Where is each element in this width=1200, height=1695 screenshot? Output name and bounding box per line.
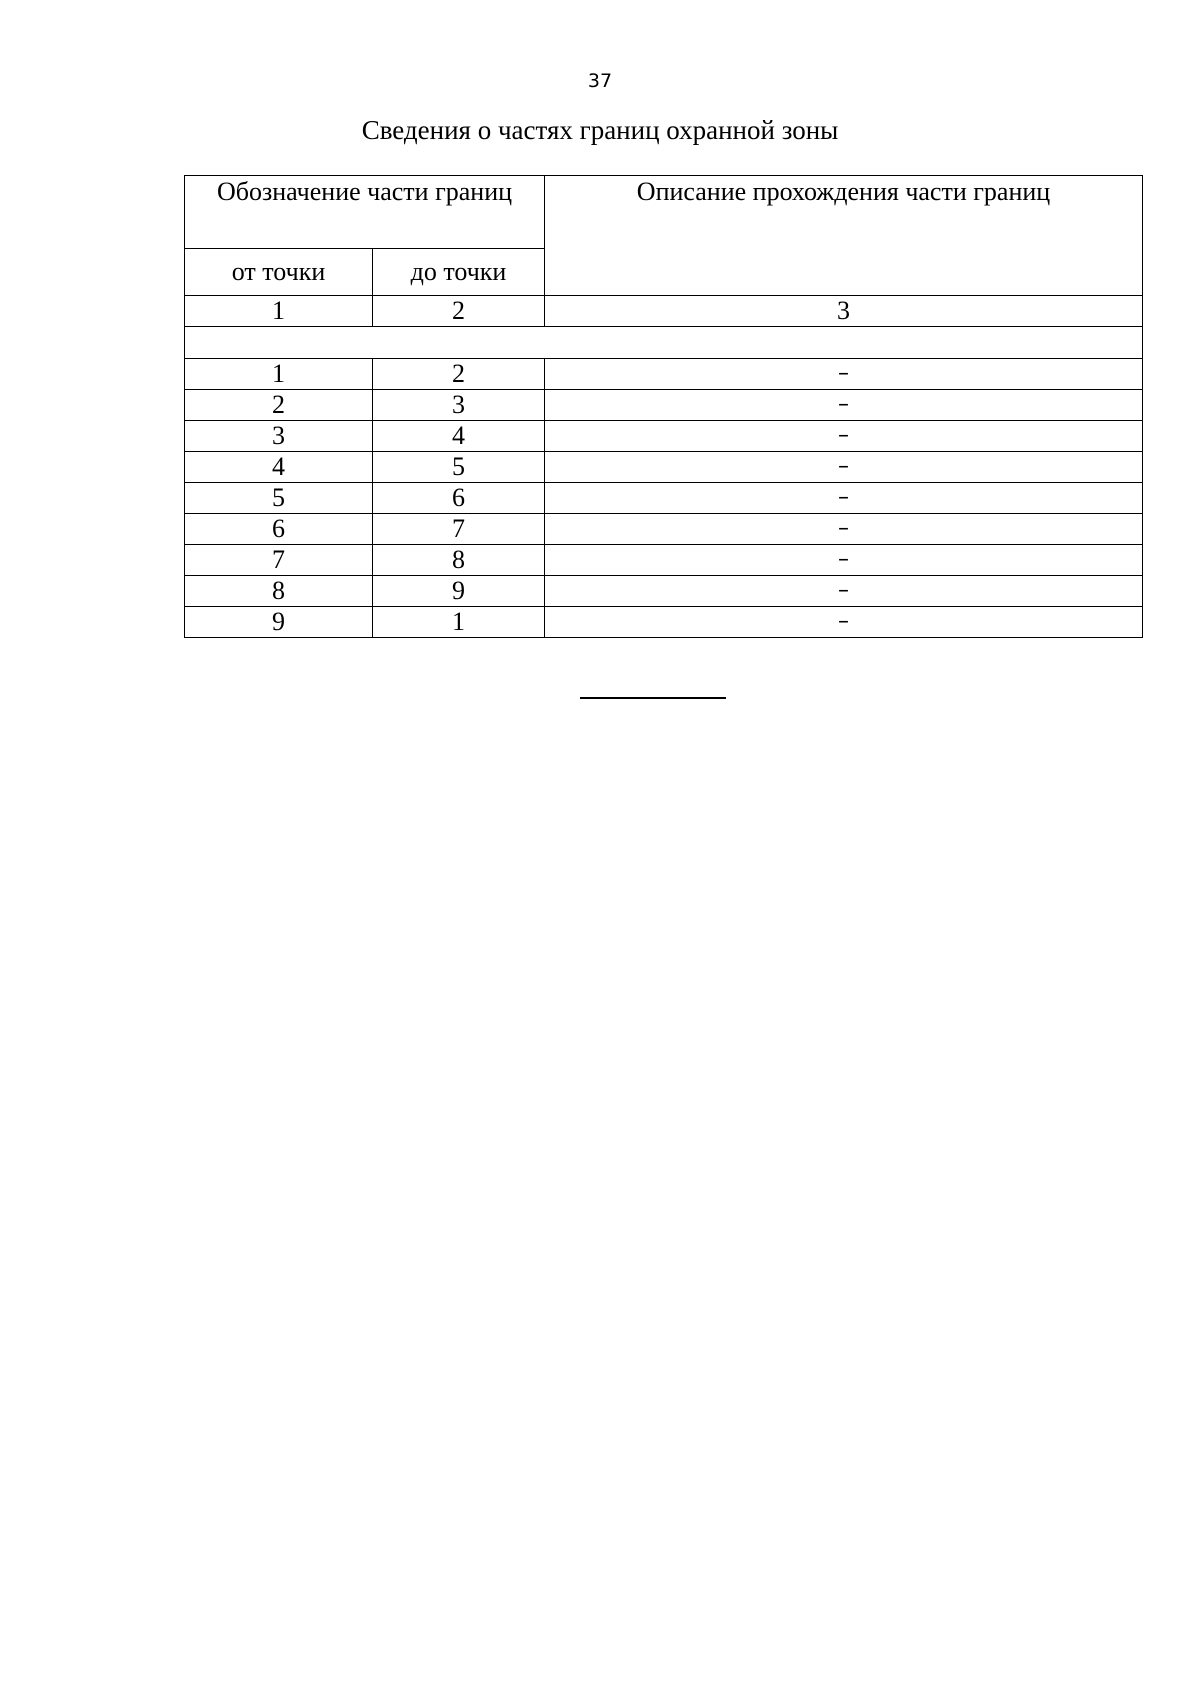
table-row bbox=[185, 514, 1143, 545]
cell-description: – bbox=[545, 545, 1143, 576]
table-row bbox=[185, 545, 1143, 576]
cell-from-point: 2 bbox=[185, 390, 373, 421]
cell-description: – bbox=[545, 390, 1143, 421]
column-number-3: 3 bbox=[545, 296, 1143, 327]
cell-description: – bbox=[545, 452, 1143, 483]
cell-to-point: 9 bbox=[373, 576, 545, 607]
cell-description: – bbox=[545, 421, 1143, 452]
table-header-row bbox=[185, 176, 1143, 249]
cell-from-point: 7 bbox=[185, 545, 373, 576]
header-from-point: от точки bbox=[185, 249, 373, 296]
cell-to-point: 4 bbox=[373, 421, 545, 452]
boundary-parts-table bbox=[184, 175, 1143, 638]
cell-description: – bbox=[545, 359, 1143, 390]
cell-from-point: 8 bbox=[185, 576, 373, 607]
end-divider-line bbox=[580, 697, 726, 699]
section-row bbox=[185, 327, 1143, 359]
cell-to-point: 5 bbox=[373, 452, 545, 483]
table-row bbox=[185, 607, 1143, 638]
cell-description: – bbox=[545, 483, 1143, 514]
cell-to-point: 1 bbox=[373, 607, 545, 638]
header-to-point: до точки bbox=[373, 249, 545, 296]
cell-to-point: 6 bbox=[373, 483, 545, 514]
cell-to-point: 2 bbox=[373, 359, 545, 390]
cell-to-point: 8 bbox=[373, 545, 545, 576]
cell-from-point: 9 bbox=[185, 607, 373, 638]
table-row bbox=[185, 421, 1143, 452]
cell-from-point: 5 bbox=[185, 483, 373, 514]
cell-to-point: 7 bbox=[373, 514, 545, 545]
cell-from-point: 3 bbox=[185, 421, 373, 452]
table-row bbox=[185, 390, 1143, 421]
page-number: 37 bbox=[587, 70, 613, 92]
cell-from-point: 6 bbox=[185, 514, 373, 545]
cell-from-point: 1 bbox=[185, 359, 373, 390]
header-boundary-description: Описание прохождения части границ bbox=[545, 176, 1143, 296]
table-row bbox=[185, 576, 1143, 607]
section-label bbox=[185, 327, 1143, 359]
cell-description: – bbox=[545, 607, 1143, 638]
column-number-1: 1 bbox=[185, 296, 373, 327]
cell-from-point: 4 bbox=[185, 452, 373, 483]
table-row bbox=[185, 359, 1143, 390]
document-title: Сведения о частях границ охранной зоны bbox=[361, 115, 839, 145]
table-row bbox=[185, 483, 1143, 514]
cell-description: – bbox=[545, 576, 1143, 607]
column-number-2: 2 bbox=[373, 296, 545, 327]
column-number-row bbox=[185, 296, 1143, 327]
header-boundary-designation: Обозначение части границ bbox=[185, 176, 545, 249]
cell-to-point: 3 bbox=[373, 390, 545, 421]
cell-description: – bbox=[545, 514, 1143, 545]
table-row bbox=[185, 452, 1143, 483]
